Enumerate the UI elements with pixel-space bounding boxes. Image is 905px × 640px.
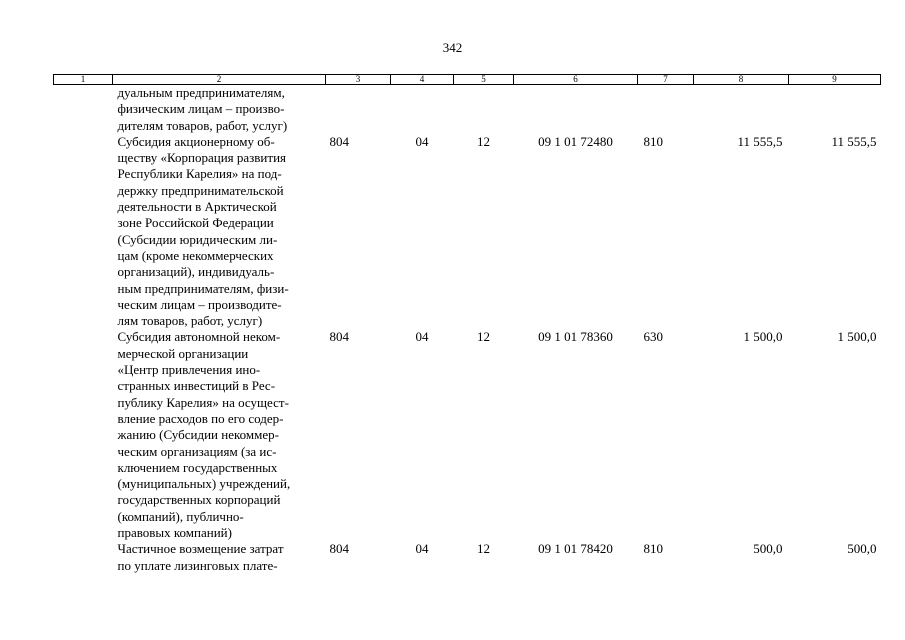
description-line: зоне Российской Федерации — [117, 215, 274, 231]
description-line: публику Карелия» на осущест- — [117, 394, 289, 410]
row-amount — [694, 85, 789, 134]
row-amount: 11 555,5 — [737, 133, 783, 149]
description-line: ным предпринимателям, физи- — [117, 280, 289, 296]
row-subsection: 12 — [477, 329, 490, 345]
row-target-article: 09 1 01 78420 — [538, 541, 613, 557]
row-subsection: 12 — [477, 541, 490, 557]
row-ministry-code — [326, 85, 391, 134]
row-target-article: 09 1 01 78360 — [538, 329, 613, 345]
description-line: мерческой организации — [117, 345, 249, 361]
header-cell-3: 3 — [326, 75, 391, 85]
description-line: (муниципальных) учреждений, — [117, 476, 291, 492]
description-line: дуальным предпринимателям, — [117, 85, 285, 100]
table-row — [54, 541, 881, 574]
row-cell-1 — [54, 85, 113, 134]
row-expense-type: 810 — [643, 541, 663, 557]
row-amount: 500,0 — [753, 541, 783, 557]
header-cell-7: 7 — [638, 75, 694, 85]
description-line: цам (кроме некоммерческих — [117, 247, 274, 263]
row-description — [113, 134, 326, 330]
description-line: жанию (Субсидии некоммер- — [117, 427, 279, 443]
row-section: 04 — [415, 541, 429, 557]
row-amount-total — [789, 85, 881, 134]
description-line: «Центр привлечения ино- — [117, 362, 261, 378]
row-amount-total: 1 500,0 — [837, 329, 877, 345]
description-line: (Субсидии юридическим ли- — [117, 231, 278, 247]
header-cell-5: 5 — [454, 75, 514, 85]
header-cell-1: 1 — [54, 75, 113, 85]
row-cell-1 — [54, 329, 113, 541]
row-description — [113, 85, 326, 134]
budget-table — [53, 74, 881, 574]
description-line: Субсидия акционерному об- — [117, 133, 275, 149]
row-expense-type — [638, 85, 694, 134]
description-line: Субсидия автономной неком- — [117, 329, 281, 345]
row-amount-total: 11 555,5 — [831, 133, 877, 149]
description-line: лям товаров, работ, услуг) — [117, 313, 263, 329]
description-line: организаций), индивидуаль- — [117, 264, 275, 280]
description-line: держку предпринимательской — [117, 182, 284, 198]
row-amount: 1 500,0 — [743, 329, 783, 345]
description-line: дителям товаров, работ, услуг) — [117, 117, 288, 133]
description-line: правовых компаний) — [117, 525, 232, 541]
table-body — [54, 85, 881, 574]
description-line: ческим организациям (за ис- — [117, 443, 277, 459]
description-line: странных инвестиций в Рес- — [117, 378, 276, 394]
row-description — [113, 541, 326, 574]
table-header — [54, 75, 881, 85]
row-subsection: 12 — [477, 133, 490, 149]
description-line: (компаний), публично- — [117, 508, 244, 524]
description-line: Частичное возмещение затрат — [117, 541, 284, 557]
description-line: деятельности в Арктической — [117, 199, 277, 215]
row-subsection — [454, 85, 514, 134]
row-expense-type: 810 — [643, 133, 663, 149]
page-number: 342 — [442, 40, 463, 55]
description-line: Республики Карелия» на под- — [117, 166, 282, 182]
row-expense-type: 630 — [643, 329, 663, 345]
row-ministry-code: 804 — [329, 133, 349, 149]
row-section: 04 — [415, 133, 429, 149]
table-row — [54, 134, 881, 330]
header-cell-9: 9 — [789, 75, 881, 85]
row-section — [391, 85, 454, 134]
header-cell-6: 6 — [514, 75, 638, 85]
table-row — [54, 85, 881, 134]
row-cell-1 — [54, 134, 113, 330]
description-line: физическим лицам – произво- — [117, 101, 285, 117]
row-cell-1 — [54, 541, 113, 574]
row-section: 04 — [415, 329, 429, 345]
header-cell-4: 4 — [391, 75, 454, 85]
row-target-article — [514, 85, 638, 134]
description-line: вление расходов по его содер- — [117, 410, 284, 426]
description-line: ществу «Корпорация развития — [117, 150, 287, 166]
row-ministry-code: 804 — [329, 329, 349, 345]
header-row — [54, 75, 881, 85]
table-row — [54, 329, 881, 541]
row-description — [113, 329, 326, 541]
description-line: государственных корпораций — [117, 492, 281, 508]
header-cell-2: 2 — [113, 75, 326, 85]
description-line: ключением государственных — [117, 459, 278, 475]
description-line: по уплате лизинговых плате- — [117, 557, 278, 573]
description-line: ческим лицам – производите- — [117, 296, 282, 312]
header-cell-8: 8 — [694, 75, 789, 85]
row-amount-total: 500,0 — [847, 541, 877, 557]
row-ministry-code: 804 — [329, 541, 349, 557]
row-target-article: 09 1 01 72480 — [538, 133, 613, 149]
